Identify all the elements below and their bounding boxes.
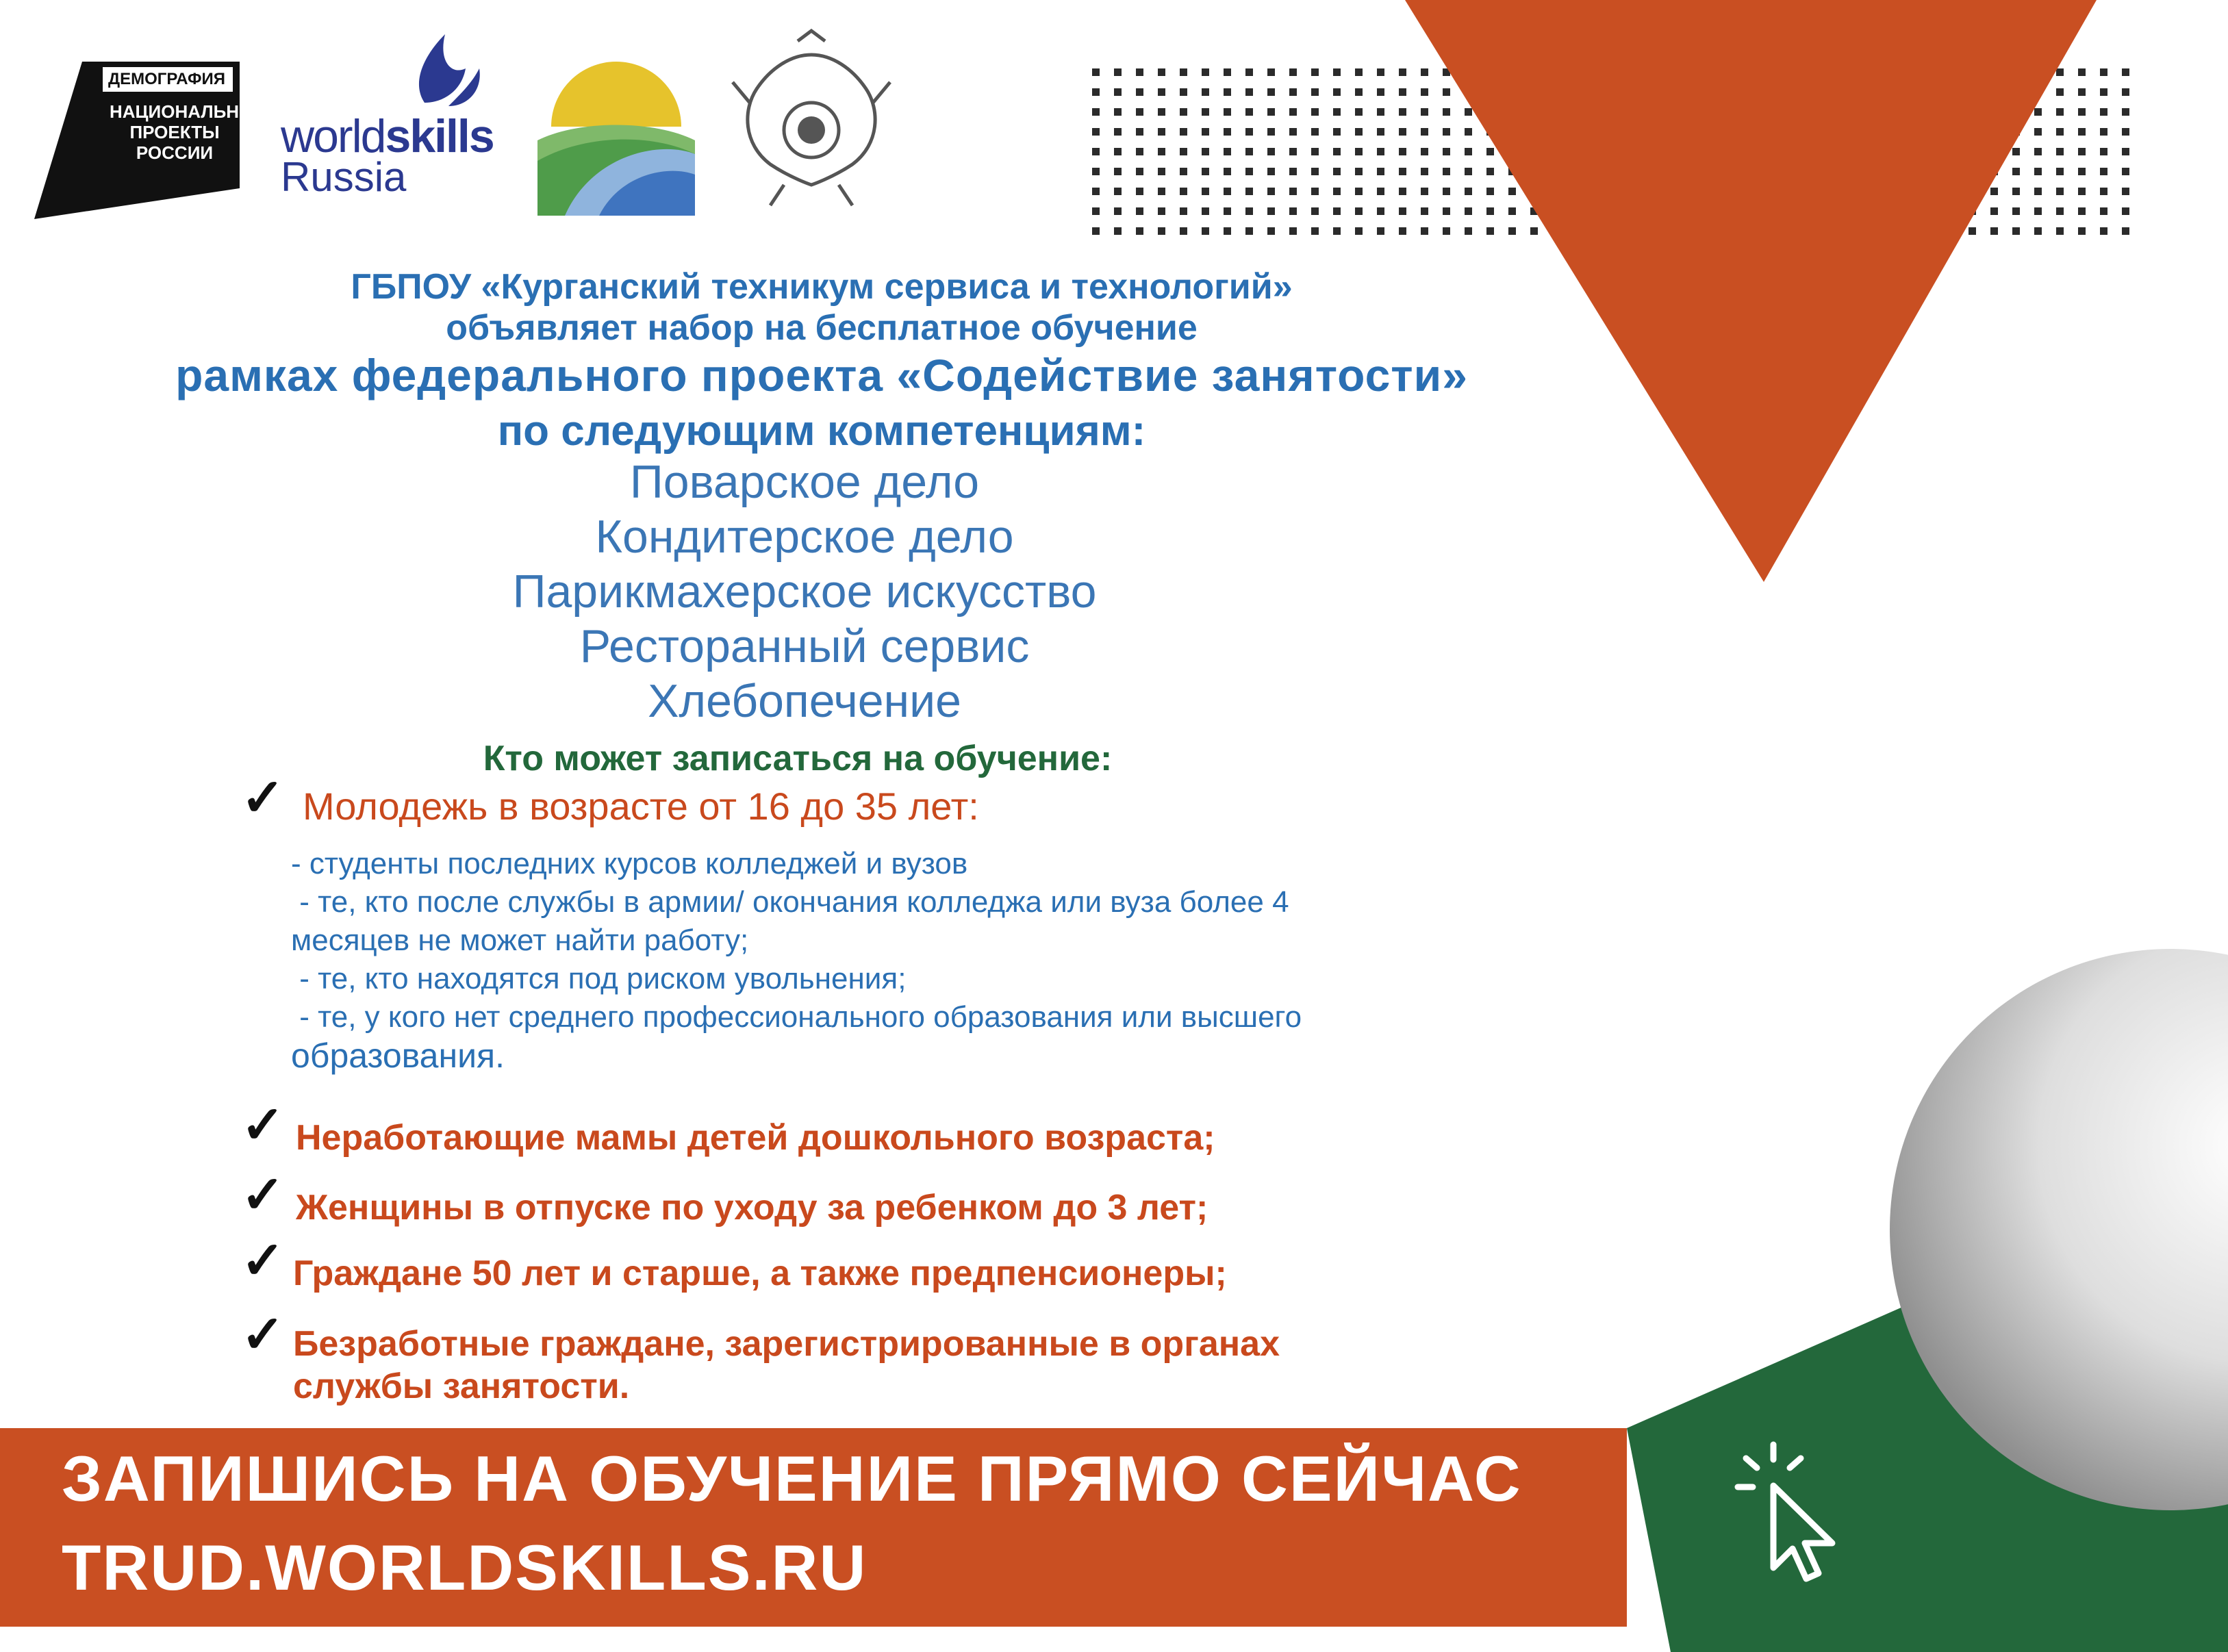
dot: [1267, 207, 1275, 215]
dot: [1224, 188, 1231, 195]
dot: [1377, 148, 1384, 155]
dot: [1289, 207, 1297, 215]
dot: [1180, 148, 1187, 155]
check-icon: ✓: [241, 1306, 285, 1364]
dot: [1136, 227, 1143, 235]
dot: [1180, 108, 1187, 116]
header-line-1: ГБПОУ «Курганский техникум сервиса и технологий»: [351, 267, 1293, 307]
worldskills-russia: Russia: [281, 154, 407, 200]
dot: [1245, 68, 1253, 76]
dot: [1311, 128, 1319, 136]
dot: [1267, 68, 1275, 76]
competency-item: Ресторанный сервис: [579, 620, 1030, 672]
dot: [1486, 188, 1494, 195]
dot: [1158, 227, 1165, 235]
dot: [1377, 88, 1384, 96]
dot: [2056, 68, 2064, 76]
dot: [1092, 207, 1100, 215]
dot: [2034, 207, 2042, 215]
dot: [1289, 68, 1297, 76]
dot: [2012, 168, 2020, 175]
ws-world: world: [281, 110, 385, 162]
dot: [1421, 128, 1428, 136]
dot: [1311, 148, 1319, 155]
dot: [1486, 148, 1494, 155]
dot: [1355, 68, 1363, 76]
check-icon: ✓: [241, 1232, 285, 1290]
dot: [1465, 168, 1472, 175]
dot: [1158, 88, 1165, 96]
dot: [1224, 148, 1231, 155]
dot: [1289, 148, 1297, 155]
header-line-3: рамках федерального проекта «Содействие занятости»: [175, 350, 1468, 401]
dot: [1202, 88, 1209, 96]
dot: [1399, 188, 1406, 195]
dot: [1202, 227, 1209, 235]
dot: [1245, 148, 1253, 155]
dot: [2056, 108, 2064, 116]
dot: [1289, 88, 1297, 96]
dot: [2078, 68, 2086, 76]
eligible-item: Граждане 50 лет и старше, а также предпенсионеры;: [293, 1254, 1227, 1293]
dot: [1092, 128, 1100, 136]
eligible-item: Женщины в отпуске по уходу за ребенком до 3 лет;: [296, 1188, 1208, 1228]
dot: [1289, 108, 1297, 116]
dot: [2100, 168, 2107, 175]
cursor-click-icon: [1732, 1438, 1856, 1588]
dot: [2122, 68, 2129, 76]
dot: [1136, 168, 1143, 175]
dot: [2100, 88, 2107, 96]
dot: [1311, 108, 1319, 116]
ws-skills: skills: [385, 110, 494, 162]
dot: [1443, 148, 1450, 155]
check-icon: ✓: [241, 1166, 285, 1224]
dot: [1245, 88, 1253, 96]
dot: [2034, 168, 2042, 175]
dot: [1158, 128, 1165, 136]
dot: [1136, 108, 1143, 116]
dot: [1267, 148, 1275, 155]
dot: [1158, 68, 1165, 76]
dot: [1355, 168, 1363, 175]
dot: [1377, 168, 1384, 175]
dot: [1289, 227, 1297, 235]
dot: [1245, 128, 1253, 136]
logo-demografia: ДЕМОГРАФИЯ: [108, 70, 225, 88]
dot: [1399, 128, 1406, 136]
dot: [2100, 128, 2107, 136]
dot: [1990, 227, 1998, 235]
who-title: Кто может записаться на обучение:: [483, 739, 1113, 778]
dot: [1333, 148, 1341, 155]
dot: [1990, 207, 1998, 215]
dot: [1092, 227, 1100, 235]
dot: [2122, 188, 2129, 195]
dot: [1158, 148, 1165, 155]
dot: [1092, 108, 1100, 116]
dot: [1114, 227, 1122, 235]
dot: [2012, 148, 2020, 155]
dot: [1333, 128, 1341, 136]
dot: [1114, 188, 1122, 195]
dot: [1092, 188, 1100, 195]
dot: [1355, 108, 1363, 116]
dot: [2056, 227, 2064, 235]
dot: [2012, 207, 2020, 215]
dot: [1355, 148, 1363, 155]
dot: [1180, 227, 1187, 235]
dot: [1202, 168, 1209, 175]
dot: [2078, 188, 2086, 195]
dot: [1421, 68, 1428, 76]
eligible-item-line: Безработные граждане, зарегистрированные в органах: [293, 1324, 1280, 1364]
dot: [2012, 188, 2020, 195]
dot: [1180, 88, 1187, 96]
dot: [1311, 188, 1319, 195]
dot: [1465, 128, 1472, 136]
dot: [1245, 108, 1253, 116]
dot: [1311, 88, 1319, 96]
dot: [1158, 108, 1165, 116]
dot: [1508, 227, 1516, 235]
dot: [1267, 108, 1275, 116]
dot: [1158, 168, 1165, 175]
worldskills-flame-icon: [397, 27, 486, 116]
competency-item: Парикмахерское искусство: [512, 566, 1097, 618]
dot: [1333, 227, 1341, 235]
dot: [1333, 88, 1341, 96]
dot: [1245, 168, 1253, 175]
dot: [1465, 207, 1472, 215]
dot: [2056, 168, 2064, 175]
dot: [1399, 88, 1406, 96]
dot: [1136, 128, 1143, 136]
dot: [1202, 148, 1209, 155]
dot: [1245, 227, 1253, 235]
dot: [2078, 207, 2086, 215]
dot: [1530, 227, 1538, 235]
dot: [1333, 188, 1341, 195]
dot: [1114, 68, 1122, 76]
dot: [1180, 128, 1187, 136]
dot: [2078, 168, 2086, 175]
dot: [1224, 88, 1231, 96]
dot: [1224, 207, 1231, 215]
eligible-item: Неработающие мамы детей дошкольного возраста;: [296, 1118, 1215, 1158]
dot: [1465, 148, 1472, 155]
dot: [2078, 227, 2086, 235]
dot: [2100, 188, 2107, 195]
dot: [1443, 108, 1450, 116]
dot: [1202, 207, 1209, 215]
dot: [1421, 148, 1428, 155]
dot: [1136, 207, 1143, 215]
dot: [2012, 227, 2020, 235]
dot: [2122, 128, 2129, 136]
youth-label: Молодежь в возрасте от 16 до 35 лет:: [303, 785, 979, 828]
logo-line: РОССИИ: [136, 142, 214, 163]
dot: [1399, 227, 1406, 235]
dot: [1443, 188, 1450, 195]
dot: [1333, 168, 1341, 175]
landscape-logo-icon: [537, 38, 695, 216]
dot: [2122, 168, 2129, 175]
dot: [1092, 88, 1100, 96]
dot: [1136, 88, 1143, 96]
dot: [1180, 207, 1187, 215]
dot: [1969, 227, 1976, 235]
dot: [2078, 108, 2086, 116]
dot: [1267, 227, 1275, 235]
dot: [2122, 227, 2129, 235]
dot: [1202, 188, 1209, 195]
dot: [1245, 188, 1253, 195]
youth-detail-line: - те, кто после службы в армии/ окончания колледжа или вуза более 4: [291, 885, 1289, 919]
dot: [1377, 68, 1384, 76]
cta-title: ЗАПИШИСЬ НА ОБУЧЕНИЕ ПРЯМО СЕЙЧАС: [62, 1443, 1522, 1514]
logo-line: НАЦИОНАЛЬНЫЕ: [110, 101, 268, 122]
dot: [1136, 188, 1143, 195]
dot: [2100, 108, 2107, 116]
competency-item: Хлебопечение: [648, 675, 961, 727]
dot: [1092, 68, 1100, 76]
dot: [1224, 108, 1231, 116]
dot: [1202, 108, 1209, 116]
dot: [1224, 227, 1231, 235]
dot: [1399, 148, 1406, 155]
dot: [1136, 68, 1143, 76]
dot: [1267, 88, 1275, 96]
dot: [1377, 188, 1384, 195]
dot: [1465, 108, 1472, 116]
dot: [1202, 68, 1209, 76]
dot: [1224, 168, 1231, 175]
dot: [1136, 148, 1143, 155]
youth-detail-line: образования.: [291, 1037, 505, 1075]
header-line-4: по следующим компетенциям:: [497, 407, 1146, 455]
dot: [1399, 207, 1406, 215]
dot: [1377, 108, 1384, 116]
check-icon: ✓: [241, 769, 285, 827]
dot: [1399, 168, 1406, 175]
dot: [2034, 128, 2042, 136]
dot: [1267, 188, 1275, 195]
dot: [1990, 188, 1998, 195]
dot: [1377, 207, 1384, 215]
dot: [1311, 227, 1319, 235]
dot: [2078, 88, 2086, 96]
dot: [1092, 168, 1100, 175]
dot: [1180, 168, 1187, 175]
dot: [1443, 207, 1450, 215]
dot: [2056, 128, 2064, 136]
competency-item: Поварское дело: [629, 456, 980, 508]
cta-banner: [0, 1428, 1627, 1627]
dot: [1245, 207, 1253, 215]
emblem-icon: [729, 27, 894, 212]
dot: [1333, 108, 1341, 116]
dot: [1421, 108, 1428, 116]
dot: [1202, 128, 1209, 136]
dot: [1224, 128, 1231, 136]
dot: [2122, 88, 2129, 96]
dot: [1333, 68, 1341, 76]
youth-detail-line: - те, кто находятся под риском увольнения;: [291, 962, 907, 995]
dot: [2122, 148, 2129, 155]
dot: [1399, 108, 1406, 116]
dot: [1421, 168, 1428, 175]
dot: [1311, 168, 1319, 175]
dot: [1114, 108, 1122, 116]
dot: [1289, 128, 1297, 136]
dot: [1114, 88, 1122, 96]
dot: [2078, 148, 2086, 155]
dot: [2078, 128, 2086, 136]
dot: [1092, 148, 1100, 155]
dot: [2056, 188, 2064, 195]
dot: [2056, 207, 2064, 215]
dot: [1180, 68, 1187, 76]
dot: [1355, 188, 1363, 195]
dot: [1508, 188, 1516, 195]
dot: [1355, 227, 1363, 235]
dot: [2034, 108, 2042, 116]
dot: [1355, 207, 1363, 215]
dot: [2034, 188, 2042, 195]
dot: [1377, 227, 1384, 235]
dot: [1114, 168, 1122, 175]
cta-url[interactable]: TRUD.WORLDSKILLS.RU: [62, 1532, 868, 1603]
dot: [1355, 128, 1363, 136]
dot: [1508, 207, 1516, 215]
dot: [1486, 227, 1494, 235]
dot: [1267, 168, 1275, 175]
dot: [1311, 68, 1319, 76]
logo-line: ПРОЕКТЫ: [129, 122, 220, 142]
dot: [1289, 188, 1297, 195]
dot: [2056, 88, 2064, 96]
dot: [2122, 108, 2129, 116]
dot: [1158, 207, 1165, 215]
dot: [1355, 88, 1363, 96]
dot: [1114, 128, 1122, 136]
header-line-2: объявляет набор на бесплатное обучение: [446, 308, 1198, 348]
dot: [1267, 128, 1275, 136]
dot: [1311, 207, 1319, 215]
dot: [1333, 207, 1341, 215]
eligible-item-line: службы занятости.: [293, 1367, 630, 1406]
eligible-item: [293, 1323, 1280, 1408]
dot: [1486, 168, 1494, 175]
dot: [1443, 128, 1450, 136]
dot: [1443, 168, 1450, 175]
youth-detail-line: - студенты последних курсов колледжей и вузов: [291, 847, 968, 880]
dot: [1377, 128, 1384, 136]
competency-list: [0, 455, 1609, 728]
dot: [1421, 88, 1428, 96]
dot: [1158, 188, 1165, 195]
dot: [2100, 68, 2107, 76]
dot: [2122, 207, 2129, 215]
youth-details: [291, 845, 1523, 1075]
dot: [1180, 188, 1187, 195]
logo-natsproekty-text: [110, 101, 268, 163]
dot: [2056, 148, 2064, 155]
dot: [2100, 148, 2107, 155]
dot: [1421, 227, 1428, 235]
worldskills-logo: [281, 27, 493, 199]
natsproekty-logo: [21, 34, 268, 226]
dot: [1224, 68, 1231, 76]
dot: [1114, 148, 1122, 155]
dot: [2100, 207, 2107, 215]
dot: [1289, 168, 1297, 175]
dot: [1421, 188, 1428, 195]
dot: [1465, 188, 1472, 195]
dot: [1465, 227, 1472, 235]
dot: [1443, 227, 1450, 235]
youth-detail-line: месяцев не может найти работу;: [291, 924, 749, 957]
dot: [1114, 207, 1122, 215]
youth-detail-line: - те, у кого нет среднего профессионального образования или высшего: [291, 1000, 1302, 1034]
dot: [1443, 88, 1450, 96]
dot: [1399, 68, 1406, 76]
competency-item: Кондитерское дело: [595, 511, 1014, 563]
dot: [1421, 207, 1428, 215]
dot: [1486, 207, 1494, 215]
dot: [2100, 227, 2107, 235]
dot: [2034, 227, 2042, 235]
check-icon: ✓: [241, 1096, 285, 1154]
dot: [2034, 148, 2042, 155]
